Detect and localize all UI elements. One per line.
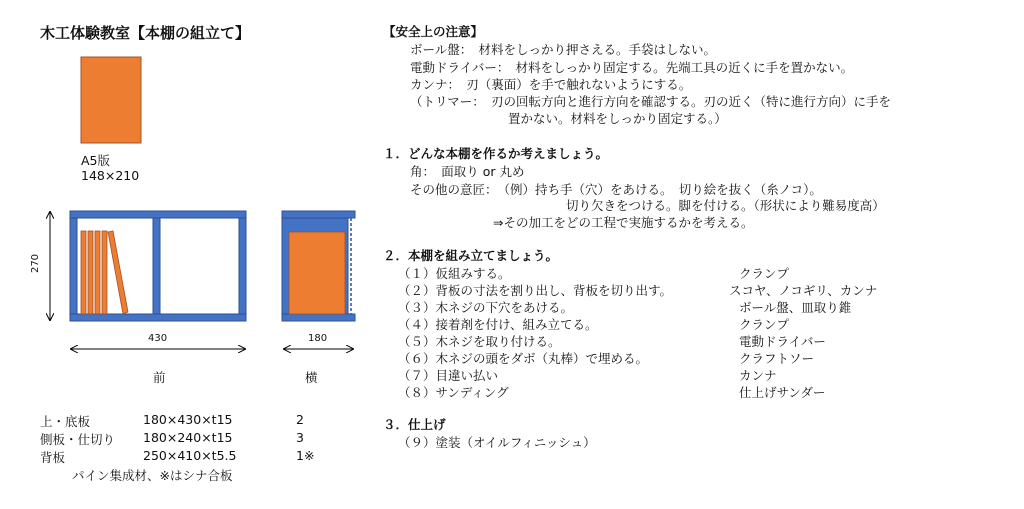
side-caption: 横 <box>305 370 318 385</box>
a5-sheet <box>81 57 141 143</box>
material-dims: 180×240×t15 <box>143 430 233 445</box>
materials-note: パイン集成材、※はシナ合板 <box>72 468 233 483</box>
safety-line: カンナ： 刃（裏面）を手で触れないようにする。 <box>410 77 692 92</box>
step-tool: 電動ドライバー <box>739 334 826 349</box>
section-2-heading: ２．本棚を組み立てましょう。 <box>383 248 559 263</box>
safety-line: ボール盤： 材料をしっかり押さえる。手袋はしない。 <box>410 42 717 57</box>
step-tool: クランプ <box>739 317 790 332</box>
material-dims: 250×410×t5.5 <box>143 448 237 463</box>
book <box>81 231 86 314</box>
material-name: 上・底板 <box>40 414 91 429</box>
safety-line: 電動ドライバー： 材料をしっかり固定する。先端工具の近くに手を置かない。 <box>410 60 854 75</box>
safety-heading: 【安全上の注意】 <box>383 24 484 39</box>
section-1-line: その他の意匠： （例）持ち手（穴）をあける。 切り絵を抜く（糸ノコ）。 <box>410 182 822 197</box>
page-title: 木工体験教室【本棚の組立て】 <box>40 24 251 42</box>
side-width-dimension: 180 <box>308 333 328 344</box>
step-text: （５）木ネジを取り付ける。 <box>398 334 561 349</box>
step-tool: カンナ <box>739 368 777 383</box>
step-tool: 仕上げサンダー <box>739 385 826 400</box>
material-dims: 180×430×t15 <box>143 412 233 427</box>
height-dimension: 270 <box>30 253 42 274</box>
section-1-line: 角： 面取り or 丸め <box>410 164 525 179</box>
front-width-dimension: 430 <box>148 333 168 344</box>
step-text: （３）木ネジの下穴をあける。 <box>398 300 574 315</box>
book <box>88 231 93 314</box>
safety-line: （トリマー： 刃の回転方向と進行方向を確認する。刃の近く（特に進行方向）に手を <box>410 94 892 109</box>
step-text: （１）仮組みする。 <box>398 266 511 281</box>
a5-label: A5版 <box>81 153 111 168</box>
material-name: 側板・仕切り <box>40 432 116 447</box>
book <box>102 231 107 314</box>
a5-size: 148×210 <box>81 168 140 183</box>
step-text: （２）背板の寸法を割り出し、背板を切り出す。 <box>398 283 673 298</box>
step-tool: スコヤ、ノコギリ、カンナ <box>729 283 878 298</box>
material-qty: 1※ <box>296 448 315 463</box>
step-tool: クランプ <box>739 266 790 281</box>
step-tool: ボール盤、皿取り錐 <box>739 300 852 315</box>
safety-line: 置かない。材料をしっかり固定する。） <box>508 111 727 126</box>
section-3-heading: ３．仕上げ <box>383 417 446 432</box>
step-text: （７）目違い払い <box>398 368 499 383</box>
step-text: （６）木ネジの頭をダボ（丸棒）で埋める。 <box>398 351 649 366</box>
material-qty: 2 <box>296 412 304 427</box>
front-caption: 前 <box>153 370 166 385</box>
section-1-line: 切り欠きをつける。脚を付ける。（形状により難易度高） <box>566 198 885 213</box>
book <box>95 231 100 314</box>
section-1-line: ⇒その加工をどの工程で実施するかを考える。 <box>493 215 754 230</box>
material-name: 背板 <box>40 450 66 465</box>
material-qty: 3 <box>296 430 304 445</box>
side-shelf <box>282 211 355 321</box>
step-text: （４）接着剤を付け、組み立てる。 <box>398 317 598 332</box>
front-shelf <box>70 211 246 321</box>
step-tool: クラフトソー <box>739 351 815 366</box>
section-3-line: （９）塗装（オイルフィニッシュ） <box>398 435 596 450</box>
step-text: （８）サンディング <box>398 385 509 400</box>
section-1-heading: １．どんな本棚を作るか考えましょう。 <box>383 146 609 161</box>
